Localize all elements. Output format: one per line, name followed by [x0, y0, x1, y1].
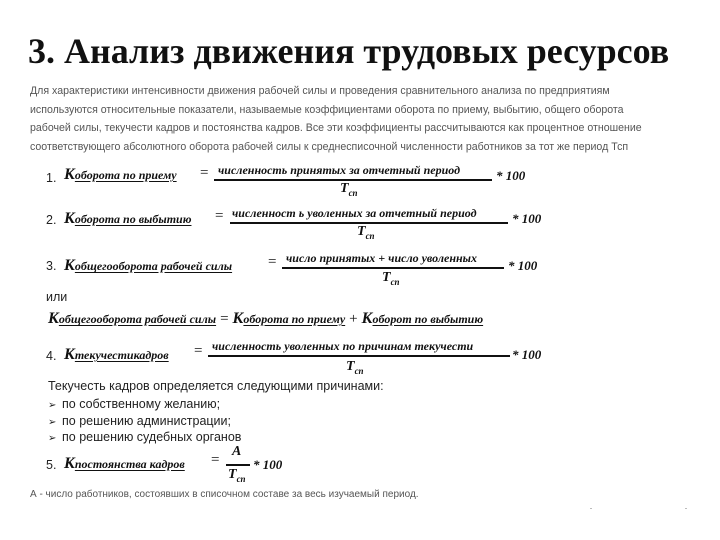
turnover-heading: Текучесть кадров определяется следующими причинами:: [48, 379, 384, 393]
equals-sign: =: [268, 254, 277, 270]
intro-line: рабочей силы, текучести кадров и постоянства кадров. Все эти коэффициенты рассчитываются как процентное отношение: [30, 122, 642, 134]
fraction-bar: [282, 267, 504, 269]
list-item: ➢ по собственному желанию;: [48, 397, 221, 411]
footnote: А - число работников, состоявших в списочном составе за весь изучаемый период.: [30, 489, 419, 500]
multiplier: * 100: [512, 211, 542, 226]
multiplier: * 100: [253, 457, 283, 472]
numerator: число принятых + число уволенных: [286, 251, 477, 265]
intro-line: соответствующего абсолютного оборота рабочей силы к среднесписочной численности работников за тот же период Тсп: [30, 140, 629, 153]
intro-line: Для характеристики интенсивности движения рабочей силы и проведения сравнительного анализа по предприятиям: [30, 85, 610, 97]
fraction-bar: [208, 355, 510, 357]
arrow-bullet-icon: ➢: [48, 400, 57, 411]
formula-number: 3.: [46, 259, 57, 273]
numerator: численност ь уволенных за отчетный период: [232, 206, 477, 220]
denominator: $Т_{сп}$: [346, 359, 364, 376]
or-label: или: [46, 290, 68, 304]
formula-number: 1.: [46, 171, 57, 185]
numerator: А: [232, 444, 242, 459]
denominator: $Т_{сп}$: [340, 181, 358, 198]
coefficient-symbol: Кпостоянства кадров: [64, 455, 185, 472]
decorative-mark: [590, 508, 592, 509]
formula-number: 4.: [46, 349, 57, 363]
decorative-mark: [685, 508, 687, 509]
arrow-bullet-icon: ➢: [48, 433, 57, 444]
multiplier: * 100: [496, 168, 526, 183]
denominator: $Т_{сп}$: [228, 467, 246, 484]
denominator: $Т_{сп}$: [357, 224, 375, 241]
page-title: 3. Анализ движения трудовых ресурсов: [28, 31, 670, 71]
numerator: численность принятых за отчетный период: [218, 163, 461, 177]
equals-sign: =: [200, 165, 209, 181]
multiplier: * 100: [512, 347, 542, 362]
coefficient-symbol: Коборота по выбытию: [64, 210, 192, 227]
numerator: численность уволенных по причинам текучести: [212, 339, 474, 353]
denominator: $Т_{сп}$: [382, 270, 400, 287]
equals-sign: =: [194, 343, 203, 359]
coefficient-symbol: Кобщегооборота рабочей силы: [64, 257, 233, 274]
list-item: ➢ по решению судебных органов: [48, 430, 242, 444]
list-item: ➢ по решению администрации;: [48, 414, 231, 428]
intro-paragraph: [30, 82, 695, 156]
alt-formula: Кобщегооборота рабочей силы = Коборота по приему + Коборот по выбытию: [48, 310, 484, 327]
fraction-bar: [226, 464, 250, 466]
coefficient-symbol: Ктекучестикадров: [64, 346, 169, 363]
equals-sign: =: [211, 452, 220, 468]
multiplier: * 100: [508, 258, 538, 273]
equals-sign: =: [215, 208, 224, 224]
arrow-bullet-icon: ➢: [48, 417, 57, 428]
formula-number: 2.: [46, 213, 57, 227]
coefficient-symbol: Коборота по приему: [64, 166, 177, 183]
intro-line: используются относительные показатели, называемые коэффициентами оборота по приему, выбытию, общего оборота: [30, 103, 624, 116]
formula-number: 5.: [46, 458, 57, 472]
